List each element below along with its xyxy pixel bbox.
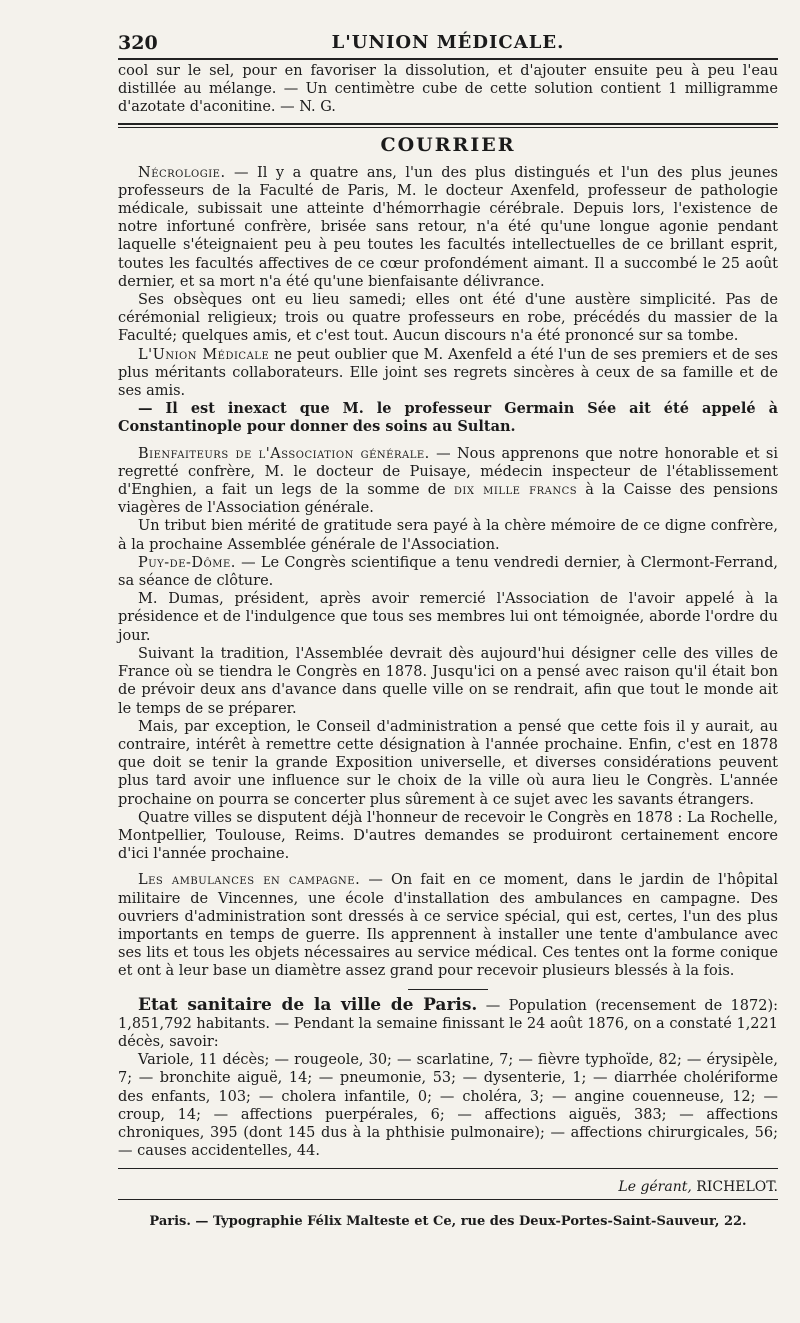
header-rule — [118, 58, 778, 60]
necrologie-paragraph — [118, 164, 778, 291]
page-header — [118, 28, 778, 56]
signature-name: RICHELOT. — [696, 1179, 778, 1196]
union-text: ne peut oublier que M. Axenfeld a été l'un de ses premiers et de ses plus méritants collaborateurs. Elle joint ses regrets sincères à ceux de sa famille et de ses amis. — [118, 346, 778, 400]
see-paragraph: — Il est inexact que M. le professeur Germain Sée ait été appelé à Constantinople pour donner des soins au Sultan. — [118, 400, 778, 436]
ambulances-label: Les ambulances en campagne. — [138, 872, 361, 889]
section-title: COURRIER — [380, 133, 516, 156]
etat-paragraph — [118, 996, 778, 1052]
puy-paragraph — [118, 554, 778, 590]
running-title: L'UNION MÉDICALE. — [331, 32, 565, 53]
puy-text: — Le Congrès scientifique a tenu vendredi dernier, à Clermont-Ferrand, sa séance de clôture. — [118, 554, 778, 590]
footer-rule — [118, 1168, 778, 1169]
signature-label: Le gérant, — [618, 1179, 692, 1196]
exception-paragraph: Mais, par exception, le Conseil d'administration a pensé que cette fois il y aurait, au contraire, intérêt à remettre cette désignation à l'année prochaine. Enfin, c'est en 1878 que doit se tenir la grande Exposition universelle, et diverses considérations peuvent plus tard avoir une influence sur le choix de la ville où aura lieu le Congrès. L'année prochaine on pourra se concerter plus sûrement à ce sujet avec les savants étrangers. — [118, 718, 778, 808]
section-rule-top — [118, 123, 778, 125]
short-rule — [408, 989, 488, 990]
section-rule-bottom — [118, 127, 778, 128]
necrologie-text: — Il y a quatre ans, l'un des plus distingués et l'un des plus jeunes professeurs de la Faculté de Paris, M. le docteur Axenfeld, professeur de pathologie médicale, subissait une atteinte d'hémorrhagie cérébrale. Depuis lors, l'existence de notre infortuné confrère, brisée sans retour, n'a été qu'une longue agonie pendant laquelle s'éteignaient peu à peu toutes les facultés intellectuelles de ce brillant esprit, toutes les facultés affectives de ce cœur profondément aimant. Il a succombé le 25 août dernier, et sa mort n'a été qu'une bienfaisante délivrance. — [118, 164, 778, 290]
imprint: Paris. — Typographie Félix Malteste et Ce, rue des Deux-Portes-Saint-Sauveur, 22. — [149, 1214, 747, 1230]
tradition-paragraph: Suivant la tradition, l'Assemblée devrait dès aujourd'hui désigner celle des villes de France où se tiendra le Congrès en 1878. Jusqu'ici on a pensé avec raison qu'il était bon de prévoir deux ans d'avance dans quelle ville on se rendrait, afin que tout le monde ait le temps de se préparer. — [118, 645, 778, 717]
bienfaiteurs-paragraph — [118, 445, 778, 518]
obseques-paragraph: Ses obsèques ont eu lieu samedi; elles ont été d'une austère simplicité. Pas de cérémonial religieux; trois ou quatre professeurs en robe, précédés du massier de la Faculté; quelques amis, et c'est tout. Aucun discours n'a été prononcé sur sa tombe. — [118, 292, 778, 345]
etat-text: — Population (recensement de 1872): 1,851,792 habitants. — Pendant la semaine finissant le 24 août 1876, on a constaté 1,221 décès, savoir: — [118, 997, 778, 1050]
puy-label: Puy-de-Dôme. — [138, 554, 236, 571]
union-paragraph — [118, 346, 778, 401]
ambulances-text: — On fait en ce moment, dans le jardin de l'hôpital militaire de Vincennes, une école d'installation des ambulances en campagne. Des ouvriers d'administration sont dressés à ce service spécial, qui est, certes, l'un des plus importants en temps de guerre. Ils apprennent à installer une tente d'ambulance avec ses lits et tous les objets nécessaires au service médical. Ces tentes ont la forme conique et ont à leur base un diamètre assez grand pour recevoir plusieurs blessés à la fois. — [118, 872, 778, 980]
signature — [118, 1179, 778, 1195]
bienfaiteurs-label: Bienfaiteurs de l'Association générale. — [138, 445, 430, 462]
tribut-paragraph: Un tribut bien mérité de gratitude sera payé à la chère mémoire de ce digne confrère, à la prochaine Assemblée générale de l'Association. — [118, 518, 778, 553]
necrologie-label: Nécrologie. — [138, 164, 226, 181]
page-number: 320 — [118, 32, 158, 54]
bienfaiteurs-text-a: — Nous apprenons que notre honorable et si regretté confrère, M. le docteur de Puisaye, médecin inspecteur de l'établissement d'Enghien, a fait un legs de la somme de — [118, 445, 779, 499]
intro-paragraph: cool sur le sel, pour en favoriser la dissolution, et d'ajouter ensuite peu à peu l'eau distillée au mélange. — Un centimètre cube de cette solution contient 1 milligramme d'azotate d'aconitine. — N. G. — [118, 63, 778, 116]
etat-heading: Etat sanitaire de la ville de Paris. — [138, 994, 478, 1015]
dumas-paragraph: M. Dumas, président, après avoir remercié l'Association de l'avoir appelé à la présidence et de l'indulgence que tous ses membres lui ont témoignée, aborde l'ordre du jour. — [118, 591, 778, 644]
union-label: L'Union Médicale — [138, 346, 270, 363]
bienfaiteurs-amount: dix mille francs — [453, 482, 578, 499]
ambulances-paragraph — [118, 871, 778, 980]
imprint-rule — [118, 1199, 778, 1200]
bienfaiteurs-text-b: à la Caisse des pensions viagères de l'Association générale. — [118, 482, 778, 517]
villes-paragraph: Quatre villes se disputent déjà l'honneur de recevoir le Congrès en 1878 : La Rochelle, Montpellier, Toulouse, Reims. D'autres demandes se produiront certainement encore d'ici l'année prochaine. — [118, 809, 778, 863]
deces-paragraph: Variole, 11 décès; — rougeole, 30; — scarlatine, 7; — fièvre typhoïde, 82; — érysipèle, 7; — bronchite aiguë, 14; — pneumonie, 53; — dysenterie, 1; — diarrhée cholériforme des enfants, 103; — cholera infantile, 0; — choléra, 3; — angine couenneuse, 12; — croup, 14; — affections puerpérales, 6; — affections aiguës, 383; — affections chroniques, 395 (dont 145 dus à la phthisie pulmonaire); — affections chirurgicales, 56; — causes accidentelles, 44. — [118, 1052, 778, 1160]
